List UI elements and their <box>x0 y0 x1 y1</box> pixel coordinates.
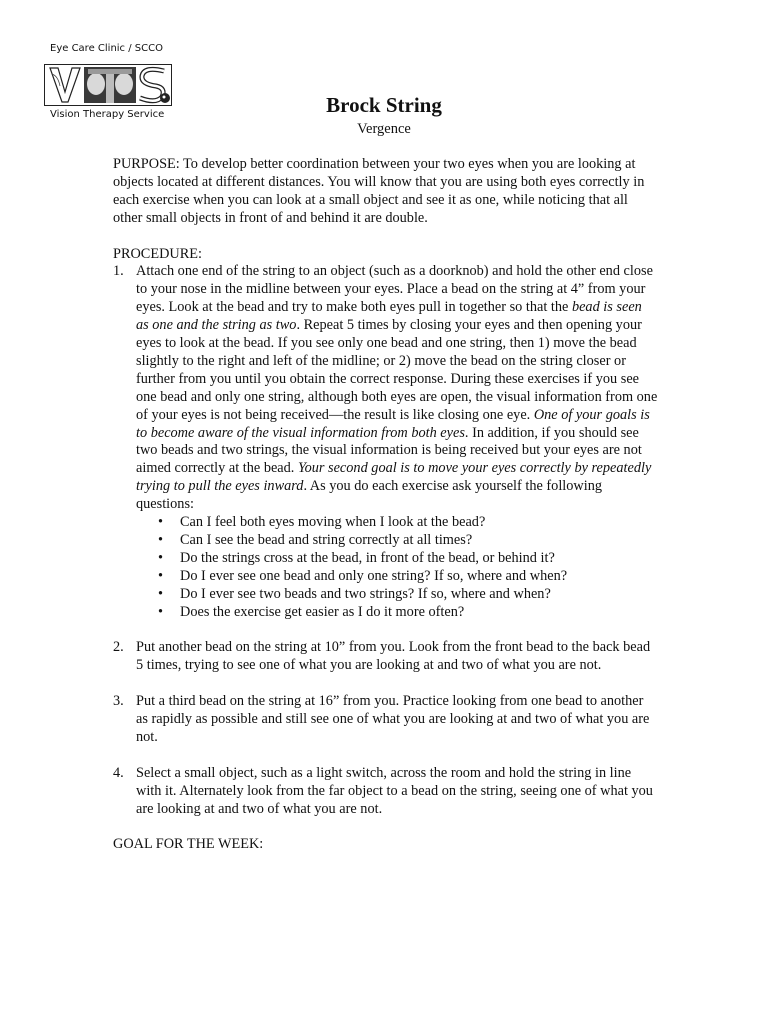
question-text: Does the exercise get easier as I do it more often? <box>180 603 465 620</box>
step-1-emphasis: One of your goals is to become aware of the visual information from both eyes <box>136 406 650 441</box>
logo-face-left <box>87 73 105 95</box>
goal-heading: GOAL FOR THE WEEK: <box>113 836 264 853</box>
question-text: Do I ever see two beads and two strings? If so, where and when? <box>180 585 551 602</box>
procedure-steps <box>113 263 658 818</box>
question-item <box>158 532 658 550</box>
clinic-name: Eye Care Clinic / SCCO <box>50 43 163 54</box>
step-2-text: Put another bead on the string at 10” from you. Look from the front bead to the back bead 5 times, trying to see one of what you are looking at and two of what you are not. <box>136 639 651 674</box>
page-title <box>0 93 768 118</box>
step-1-emphasis: bead is seen as one and the string as two <box>136 299 642 334</box>
step-number: 3. <box>113 693 124 710</box>
bullet-icon: • <box>158 514 164 531</box>
step-1-text-part: . In addition, if you should see two beads and two strings, the visual information is being received but your eyes are not aimed correctly at the bead. <box>136 424 642 477</box>
purpose-paragraph: PURPOSE: To develop better coordination between your two eyes when you are looking at objects located at different distances. You will know that you are using both eyes correctly in each exercise when you can look at a small object and see it as one, while noticing that all other small objects in front of and behind it are double. <box>113 156 645 226</box>
step-3-text: Put a third bead on the string at 16” from you. Practice looking from one bead to another as rapidly as possible and still see one of what you are looking at and two of what you are not. <box>136 693 650 745</box>
self-check-questions <box>136 514 658 621</box>
question-item <box>158 604 658 622</box>
step-number: 4. <box>113 764 124 781</box>
step-1-text-part: . Repeat 5 times by closing your eyes and then opening your eyes to look at the bead. If you see only one bead and one string, then 1) move the bead slightly to the right and left of the midline; or 2) move the bead on the string closer or further from you until you obtain the correct response. During these exercises if you see one bead and only one string, although both eyes are open, the visual information from one of your eyes is not being received—the result is like closing one eye. <box>136 317 658 423</box>
step-2 <box>113 639 658 675</box>
step-4-text: Select a small object, such as a light switch, across the room and hold the string in line with it. Alternately look from the far object to a bead on the string, seeing one of what you are looking at and two of what you are not. <box>136 764 653 817</box>
question-text: Do I ever see one bead and only one string? If so, where and when? <box>180 567 568 584</box>
step-1-emphasis: Your second goal is to move your eyes correctly by repeatedly trying to pull the eyes inward <box>136 460 652 495</box>
service-name: Vision Therapy Service <box>50 109 165 120</box>
step-1-text-part: . As you do each exercise ask yourself the following questions: <box>136 478 603 513</box>
logo-face-right <box>115 73 133 95</box>
procedure-heading: PROCEDURE: <box>113 245 202 262</box>
page-subtitle: Vergence <box>357 121 411 137</box>
step-number: 2. <box>113 639 124 656</box>
question-item <box>158 568 658 586</box>
step-4 <box>113 765 658 819</box>
bullet-icon: • <box>158 549 164 566</box>
step-1-text <box>136 263 658 514</box>
logo-t-bar <box>88 69 132 74</box>
bullet-icon: • <box>158 532 164 549</box>
question-item <box>158 586 658 604</box>
step-1 <box>113 263 658 621</box>
bullet-icon: • <box>158 567 164 584</box>
step-number: 1. <box>113 263 124 280</box>
question-item <box>158 514 658 532</box>
question-text: Do the strings cross at the bead, in front of the bead, or behind it? <box>180 549 555 566</box>
bullet-icon: • <box>158 585 164 602</box>
question-text: Can I see the bead and string correctly at all times? <box>180 532 473 549</box>
question-text: Can I feel both eyes moving when I look at the bead? <box>180 514 486 531</box>
bullet-icon: • <box>158 603 164 620</box>
step-1-text-part: Attach one end of the string to an object (such as a doorknob) and hold the other end close to your nose in the midline between your eyes. Place a bead on the string at 4” from your eyes. Look at the bead and try to make both eyes pull in together so that the <box>136 263 653 316</box>
document-body <box>113 156 658 854</box>
question-item <box>158 550 658 568</box>
step-3 <box>113 693 658 747</box>
title-text: Brock String <box>326 93 442 117</box>
